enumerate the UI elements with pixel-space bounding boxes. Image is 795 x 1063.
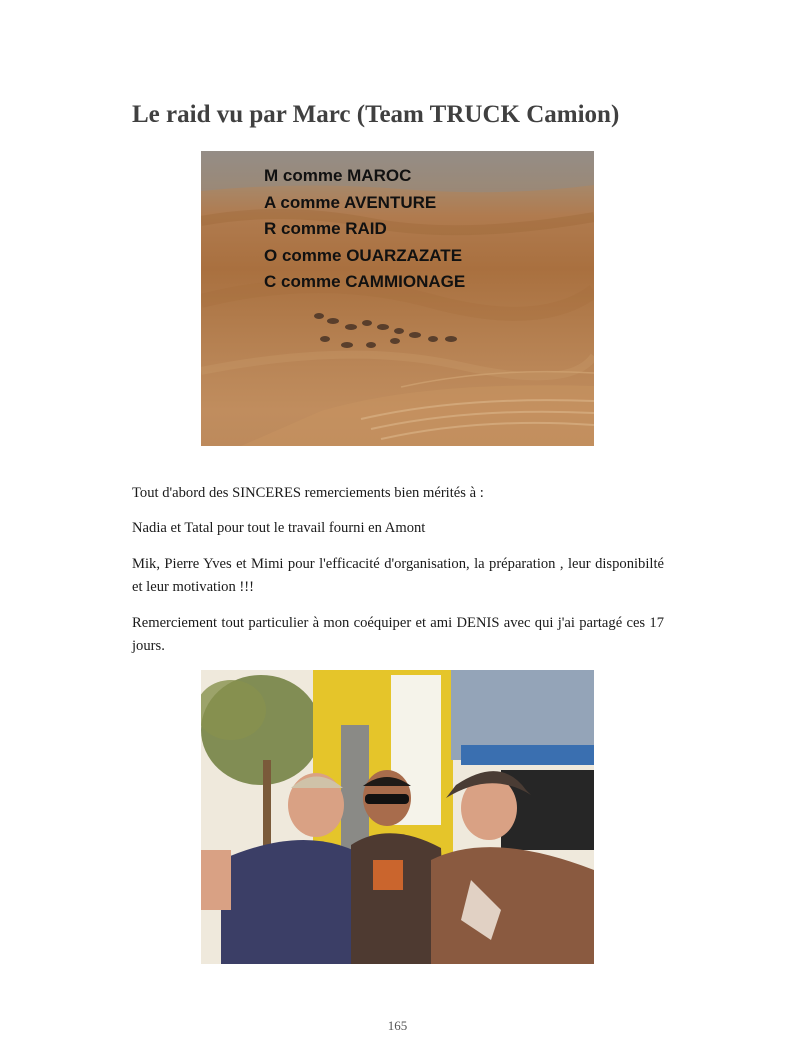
caption-line-ouarzazate: O comme OUARZAZATE	[264, 245, 463, 265]
desert-photo	[201, 151, 594, 446]
paragraph-thanks-denis: Remerciement tout particulier à mon coéquiper et ami DENIS avec qui j'ai partagé ces 17 jours.	[132, 615, 664, 654]
paragraph-thanks-intro: Tout d'abord des SINCERES remerciements bien mérités à :	[132, 485, 484, 501]
caption-line-cammionage: C comme CAMMIONAGE	[264, 272, 466, 291]
desert-photo-caption	[264, 163, 465, 296]
page-title: Le raid vu par Marc (Team TRUCK Camion)	[132, 101, 620, 128]
paragraph-thanks-nadia: Nadia et Tatal pour tout le travail fourni en Amont	[132, 520, 426, 536]
team-photo	[201, 670, 594, 964]
team-photo-illustration	[201, 670, 594, 964]
caption-line-maroc: M comme MAROC	[264, 166, 412, 185]
caption-line-raid: R comme RAID	[264, 219, 387, 238]
paragraph-thanks-organisers: Mik, Pierre Yves et Mimi pour l'efficacité d'organisation, la préparation , leur disponibilté et leur motivation !!!	[132, 556, 664, 595]
caption-line-aventure: A comme AVENTURE	[264, 192, 437, 212]
page-number: 165	[387, 1018, 408, 1033]
